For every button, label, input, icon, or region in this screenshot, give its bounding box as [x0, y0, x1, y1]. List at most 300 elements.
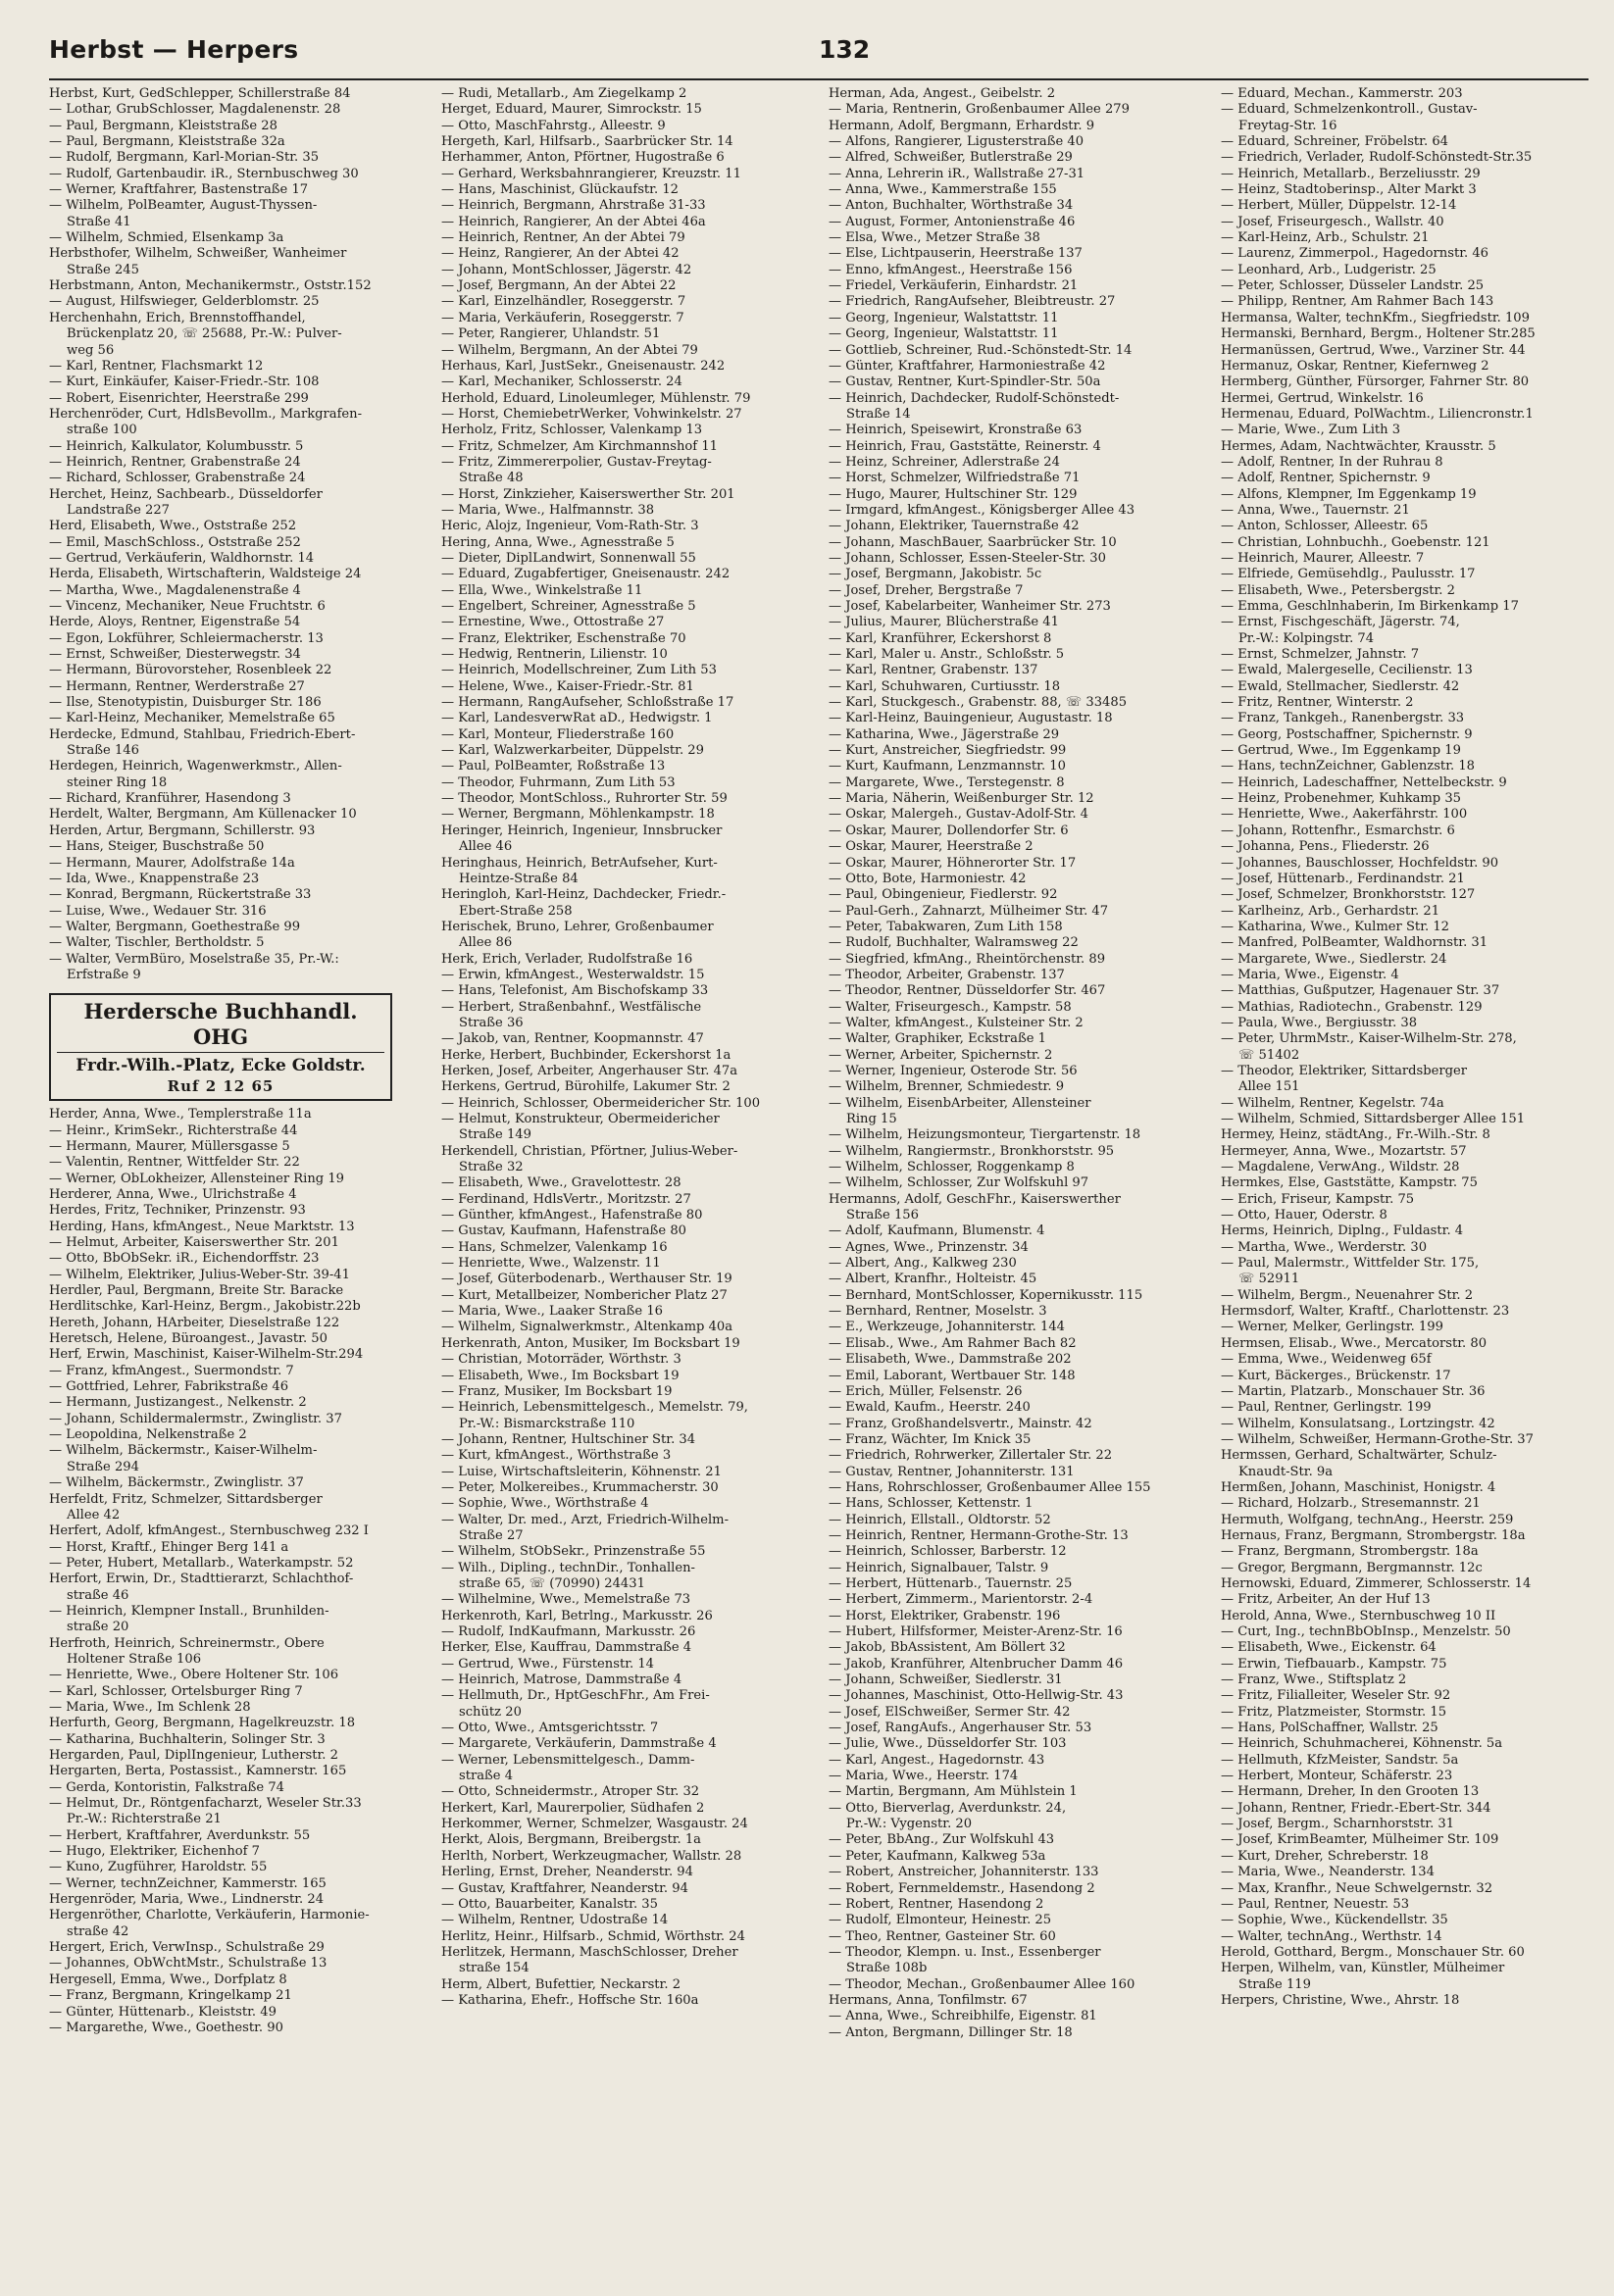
directory-entry: — Rudolf, Buchhalter, Walramsweg 22	[829, 935, 1079, 951]
directory-entry: — Wilhelm, Schlosser, Zur Wolfskuhl 97	[829, 1175, 1089, 1191]
directory-entry: — Friedrich, Verlader, Rudolf-Schönstedt-Str.35	[1221, 150, 1533, 166]
directory-entry: — Ilse, Stenotypistin, Duisburger Str. 186	[49, 695, 322, 711]
directory-entry: Hergesell, Emma, Wwe., Dorfplatz 8	[49, 1972, 287, 1987]
entry-continuation: Allee 42	[67, 1507, 121, 1522]
directory-entry: — Wilhelm, Schmied, Sittardsberger Allee 151	[1221, 1112, 1526, 1126]
directory-entry: — Vincenz, Mechaniker, Neue Fruchtstr. 6	[49, 599, 326, 614]
directory-entry: — Heinrich, Metallarb., Berzeliusstr. 29	[1221, 166, 1481, 181]
directory-entry: Herf, Erwin, Maschinist, Kaiser-Wilhelm-Str.294	[49, 1347, 364, 1363]
directory-entry: — Sophie, Wwe., Wörthstraße 4	[441, 1496, 649, 1512]
directory-entry: — Josef, Dreher, Bergstraße 7	[829, 582, 1024, 598]
entry-continuation: Straße 32	[459, 1160, 524, 1175]
directory-entry: — Otto, Wwe., Amtsgerichtsstr. 7	[441, 1721, 659, 1736]
entry-continuation: ☏ 51402	[1238, 1047, 1300, 1063]
directory-entry: — Otto, BbObSekr. iR., Eichendorffstr. 23	[49, 1251, 320, 1267]
page-header	[49, 35, 1589, 75]
header-rule	[49, 78, 1589, 80]
directory-entry: — Franz, Wächter, Im Knick 35	[829, 1431, 1032, 1447]
entry-continuation: steiner Ring 18	[67, 774, 168, 790]
directory-entry: — Adolf, Kaufmann, Blumenstr. 4	[829, 1223, 1045, 1239]
directory-entry: — Valentin, Rentner, Wittfelder Str. 22	[49, 1155, 300, 1171]
directory-entry: Hermanns, Adolf, GeschFhr., Kaiserswerther	[829, 1191, 1121, 1207]
directory-entry: Herk, Erich, Verlader, Rudolfstraße 16	[441, 951, 693, 967]
column-1-entries-bottom	[49, 1107, 417, 2036]
directory-entry: Hergarten, Berta, Postassist., Kamnerstr. 165	[49, 1764, 347, 1779]
directory-entry: — Paul, Obingenieur, Fiedlerstr. 92	[829, 887, 1058, 903]
directory-entry: — Eduard, Schreiner, Fröbelstr. 64	[1221, 134, 1448, 150]
directory-entry: Herdes, Fritz, Techniker, Prinzenstr. 93	[49, 1203, 306, 1219]
directory-entry: — Hugo, Maurer, Hultschiner Str. 129	[829, 486, 1078, 502]
directory-entry: — Maria, Rentnerin, Großenbaumer Allee 279	[829, 102, 1130, 118]
directory-entry: Hermanuz, Oskar, Rentner, Kiefernweg 2	[1221, 358, 1489, 374]
entry-continuation: Straße 149	[459, 1127, 531, 1143]
directory-entry: — Wilhelm, StObSekr., Prinzenstraße 55	[441, 1544, 706, 1560]
entry-continuation: Straße 108b	[846, 1961, 928, 1976]
directory-entry: — Gustav, Rentner, Johanniterstr. 131	[829, 1464, 1075, 1479]
directory-entry: — Heinrich, Bergmann, Ahrstraße 31-33	[441, 198, 706, 214]
directory-entry: Herker, Else, Kauffrau, Dammstraße 4	[441, 1640, 692, 1656]
directory-entry: — Emma, Wwe., Weidenweg 65f	[1221, 1352, 1432, 1368]
directory-entry: — Hedwig, Rentnerin, Lilienstr. 10	[441, 647, 668, 663]
directory-entry: — Wilhelm, Bäckermstr., Kaiser-Wilhelm-	[49, 1443, 318, 1459]
directory-entry: — Gottfried, Lehrer, Fabrikstraße 46	[49, 1379, 289, 1395]
directory-entry: Herfert, Adolf, kfmAngest., Sternbuschweg 232 I	[49, 1523, 369, 1539]
directory-entry: Heringloh, Karl-Heinz, Dachdecker, Friedr.-	[441, 887, 727, 903]
directory-entry: — Christian, Lohnbuchh., Goebenstr. 121	[1221, 534, 1490, 550]
directory-entry: — Anna, Wwe., Kammerstraße 155	[829, 182, 1057, 198]
directory-entry: — Heinrich, Rangierer, An der Abtei 46a	[441, 214, 706, 229]
directory-entry: — Herbert, Hüttenarb., Tauernstr. 25	[829, 1575, 1073, 1591]
directory-entry: — Luise, Wirtschaftsleiterin, Köhnenstr. 21	[441, 1464, 722, 1479]
page-number: 132	[819, 35, 871, 64]
directory-entry: — Hellmuth, KfzMeister, Sandstr. 5a	[1221, 1752, 1459, 1768]
directory-entry: — Martha, Wwe., Werderstr. 30	[1221, 1239, 1428, 1255]
directory-entry: Hermkes, Else, Gaststätte, Kampstr. 75	[1221, 1175, 1478, 1191]
directory-entry: — Manfred, PolBeamter, Waldhornstr. 31	[1221, 935, 1488, 951]
directory-entry: — Sophie, Wwe., Kückendellstr. 35	[1221, 1913, 1448, 1928]
directory-entry: — Ella, Wwe., Winkelstraße 11	[441, 582, 643, 598]
directory-entry: — Rudi, Metallarb., Am Ziegelkamp 2	[441, 86, 687, 101]
directory-entry: — Hermann, Bürovorsteher, Rosenbleek 22	[49, 663, 332, 678]
column-2	[441, 86, 809, 2009]
directory-entry: Hermsdorf, Walter, Kraftf., Charlottenstr. 23	[1221, 1304, 1510, 1320]
directory-entry: — Otto, Bote, Harmoniestr. 42	[829, 871, 1027, 886]
directory-entry: — Ewald, Stellmacher, Siedlerstr. 42	[1221, 678, 1460, 694]
directory-entry: — Theodor, Mechan., Großenbaumer Allee 160	[829, 1976, 1135, 1992]
directory-entry: Herbst, Kurt, GedSchlepper, Schillerstraße 84	[49, 86, 351, 101]
directory-entry: Herdler, Paul, Bergmann, Breite Str. Baracke	[49, 1283, 344, 1299]
directory-entry: — Heinrich, Ladeschaffner, Nettelbeckstr. 9	[1221, 774, 1507, 790]
directory-entry: — Elisab., Wwe., Am Rahmer Bach 82	[829, 1335, 1077, 1351]
directory-entry: — Ernestine, Wwe., Ottostraße 27	[441, 615, 665, 630]
directory-entry: Hermes, Adam, Nachtwächter, Krausstr. 5	[1221, 438, 1496, 454]
directory-entry: — Herbert, Zimmerm., Marientorstr. 2-4	[829, 1592, 1093, 1608]
entry-continuation: weg 56	[67, 342, 115, 358]
entry-continuation: Holtener Straße 106	[67, 1651, 202, 1667]
directory-entry: — Adolf, Rentner, Spichernstr. 9	[1221, 471, 1431, 486]
column-4	[1221, 86, 1589, 2009]
directory-entry: — Robert, Rentner, Hasendong 2	[829, 1896, 1044, 1912]
directory-entry: — Wilhelm, Rentner, Kegelstr. 74a	[1221, 1095, 1444, 1111]
directory-entry: — Wilhelm, Rangiermstr., Bronkhorststr. 95	[829, 1143, 1115, 1159]
directory-entry: — Josef, Kabelarbeiter, Wanheimer Str. 273	[829, 599, 1111, 614]
entry-continuation: Heintze-Straße 84	[459, 871, 579, 886]
directory-entry: — Johann, MontSchlosser, Jägerstr. 42	[441, 262, 692, 277]
directory-entry: — Hermann, Justizangest., Nelkenstr. 2	[49, 1395, 307, 1411]
directory-entry: — Emil, MaschSchloss., Oststraße 252	[49, 534, 301, 550]
directory-entry: — Elisabeth, Wwe., Dammstraße 202	[829, 1352, 1072, 1368]
directory-entry: — August, Former, Antonienstraße 46	[829, 214, 1076, 229]
directory-entry: — Marie, Wwe., Zum Lith 3	[1221, 423, 1401, 438]
directory-entry: — Friedrich, RangAufseher, Bleibtreustr. 27	[829, 294, 1116, 310]
directory-entry: — Robert, Eisenrichter, Heerstraße 299	[49, 390, 309, 406]
directory-entry: — Fritz, Filialleiter, Weseler Str. 92	[1221, 1688, 1451, 1704]
directory-entry: — Heinrich, Rentner, An der Abtei 79	[441, 230, 685, 246]
directory-entry: — Gertrud, Wwe., Fürstenstr. 14	[441, 1656, 655, 1672]
directory-entry: Hering, Anna, Wwe., Agnesstraße 5	[441, 534, 675, 550]
directory-entry: — Elisabeth, Wwe., Eickenstr. 64	[1221, 1640, 1437, 1656]
directory-entry: Hermey, Heinz, städtAng., Fr.-Wilh.-Str. 8	[1221, 1127, 1490, 1143]
directory-entry: — Paul, Malermstr., Wittfelder Str. 175,	[1221, 1256, 1480, 1272]
directory-entry: Herhammer, Anton, Pförtner, Hugostraße 6	[441, 150, 725, 166]
directory-entry: — Josef, Bergmann, An der Abtei 22	[441, 278, 677, 294]
ad-company-name: Herdersche Buchhandl. OHG	[83, 999, 358, 1050]
directory-entry: — Heinr., KrimSekr., Richterstraße 44	[49, 1123, 298, 1138]
directory-entry: Hermuth, Wolfgang, technAng., Heerstr. 259	[1221, 1512, 1514, 1527]
directory-entry: — Katharina, Ehefr., Hoffsche Str. 160a	[441, 1992, 699, 2008]
directory-entry: — Robert, Fernmeldemstr., Hasendong 2	[829, 1880, 1095, 1896]
directory-entry: Hermans, Anna, Tonfilmstr. 67	[829, 1992, 1028, 2008]
directory-entry: — Egon, Lokführer, Schleiermacherstr. 13	[49, 630, 324, 646]
directory-entry: — Josef, Güterbodenarb., Werthauser Str. 19	[441, 1272, 732, 1287]
directory-entry: — Hermann, RangAufseher, Schloßstraße 17	[441, 695, 734, 711]
directory-entry: — Gottlieb, Schreiner, Rud.-Schönstedt-Str. 14	[829, 342, 1133, 358]
entry-continuation: Straße 48	[459, 471, 524, 486]
directory-entry: — Hans, PolSchaffner, Wallstr. 25	[1221, 1721, 1438, 1736]
directory-entry: — Otto, Bauarbeiter, Kanalstr. 35	[441, 1896, 658, 1912]
directory-entry: — Bernhard, MontSchlosser, Kopernikusstr. 115	[829, 1287, 1143, 1303]
directory-entry: — Josef, KrimBeamter, Mülheimer Str. 109	[1221, 1832, 1499, 1848]
directory-entry: — Hans, Schmelzer, Valenkamp 16	[441, 1239, 668, 1255]
entry-continuation: Allee 46	[459, 839, 513, 855]
directory-entry: — Helmut, Dr., Röntgenfacharzt, Weseler Str.33	[49, 1796, 362, 1812]
entry-continuation: Straße 156	[846, 1208, 919, 1223]
directory-entry: — Henriette, Wwe., Walzenstr. 11	[441, 1256, 661, 1272]
directory-entry: — Walter, technAng., Werthstr. 14	[1221, 1928, 1442, 1944]
directory-entry: — Wilhelm, Rentner, Udostraße 14	[441, 1913, 669, 1928]
directory-entry: — Margarete, Wwe., Siedlerstr. 24	[1221, 951, 1447, 967]
directory-entry: — Werner, ObLokheizer, Allensteiner Ring 19	[49, 1171, 344, 1186]
directory-entry: — Hubert, Hilfsformer, Meister-Arenz-Str. 16	[829, 1624, 1123, 1639]
directory-entry: — Irmgard, kfmAngest., Königsberger Allee 43	[829, 502, 1135, 518]
directory-entry: — Maria, Näherin, Weißenburger Str. 12	[829, 791, 1094, 807]
directory-entry: Herkommer, Werner, Schmelzer, Wasgaustr. 24	[441, 1817, 748, 1832]
directory-entry: — Paul, Rentner, Gerlingstr. 199	[1221, 1400, 1432, 1416]
directory-entry: — Heinrich, Ellstall., Oldtorstr. 52	[829, 1512, 1051, 1527]
directory-entry: — Josef, Friseurgesch., Wallstr. 40	[1221, 214, 1444, 229]
directory-entry: — Werner, Arbeiter, Spichernstr. 2	[829, 1047, 1053, 1063]
entry-continuation: straße 46	[67, 1587, 129, 1603]
directory-entry: — Heinz, Schreiner, Adlerstraße 24	[829, 454, 1060, 470]
directory-entry: Hermberg, Günther, Fürsorger, Fahrner Str. 80	[1221, 374, 1530, 390]
directory-entry: Herlitz, Heinr., Hilfsarb., Schmid, Wörthstr. 24	[441, 1928, 745, 1944]
directory-entry: — Franz, Bergmann, Kringelkamp 21	[49, 1988, 292, 2004]
directory-entry: — Günter, Kraftfahrer, Harmoniestraße 42	[829, 358, 1106, 374]
directory-entry: — Karl, Rentner, Flachsmarkt 12	[49, 358, 264, 374]
directory-entry: — Helmut, Konstrukteur, Obermeidericher	[441, 1112, 720, 1126]
directory-entry: — Heinrich, Signalbauer, Talstr. 9	[829, 1560, 1049, 1575]
directory-entry: — Jakob, van, Rentner, Koopmannstr. 47	[441, 1031, 704, 1047]
directory-entry: — Hermann, Rentner, Werderstraße 27	[49, 678, 305, 694]
directory-entry: — Hermann, Maurer, Müllersgasse 5	[49, 1138, 290, 1154]
directory-entry: — Heinrich, Modellschreiner, Zum Lith 53	[441, 663, 717, 678]
directory-entry: — Gustav, Kaufmann, Hafenstraße 80	[441, 1223, 687, 1239]
column-3	[829, 86, 1196, 2041]
directory-entry: — Heinrich, Kalkulator, Kolumbusstr. 5	[49, 438, 304, 454]
directory-entry: Hernaus, Franz, Bergmann, Strombergstr. 18a	[1221, 1527, 1526, 1543]
directory-entry: — Hugo, Elektriker, Eichenhof 7	[49, 1844, 261, 1860]
directory-entry: — Alfred, Schweißer, Butlerstraße 29	[829, 150, 1073, 166]
entry-continuation: Brückenplatz 20, ☏ 25688, Pr.-W.: Pulver-	[67, 326, 342, 342]
directory-entry: — Kuno, Zugführer, Haroldstr. 55	[49, 1860, 268, 1875]
entry-continuation: Allee 86	[459, 935, 513, 951]
directory-entry: — Kurt, kfmAngest., Wörthstraße 3	[441, 1448, 672, 1464]
directory-entry: — Josef, Bergmann, Jakobistr. 5c	[829, 567, 1042, 582]
directory-entry: — Katharina, Wwe., Kulmer Str. 12	[1221, 919, 1449, 934]
directory-entry: Herding, Hans, kfmAngest., Neue Marktstr. 13	[49, 1219, 355, 1234]
directory-entry: Herdecke, Edmund, Stahlbau, Friedrich-Ebert-	[49, 726, 356, 742]
directory-entry: Hermenau, Eduard, PolWachtm., Liliencronstr.1	[1221, 406, 1534, 422]
directory-entry: — Leopoldina, Nelkenstraße 2	[49, 1427, 247, 1443]
directory-entry: — Franz, Großhandelsvertr., Mainstr. 42	[829, 1416, 1092, 1431]
directory-entry: — Margarete, Verkäuferin, Dammstraße 4	[441, 1736, 717, 1752]
directory-entry: — Theodor, MontSchloss., Ruhrorter Str. 59	[441, 791, 728, 807]
directory-entry: Herold, Gotthard, Bergm., Monschauer Str. 60	[1221, 1944, 1525, 1960]
directory-entry: — Fritz, Zimmererpolier, Gustav-Freytag-	[441, 454, 712, 470]
directory-entry: — Heinrich, Schuhmacherei, Köhnenstr. 5a	[1221, 1736, 1503, 1752]
directory-entry: Hermansa, Walter, technKfm., Siegfriedstr. 109	[1221, 310, 1530, 325]
directory-entry: — Lothar, GrubSchlosser, Magdalenenstr. 28	[49, 102, 341, 118]
directory-entry: — Agnes, Wwe., Prinzenstr. 34	[829, 1239, 1029, 1255]
directory-entry: — Eduard, Schmelzenkontroll., Gustav-	[1221, 102, 1478, 118]
directory-entry: — Ernst, Fischgeschäft, Jägerstr. 74,	[1221, 615, 1460, 630]
directory-entry: — Wilhelm, Schweißer, Hermann-Grothe-Str. 37	[1221, 1431, 1534, 1447]
directory-entry: Hermßen, Johann, Maschinist, Honigstr. 4	[1221, 1479, 1496, 1495]
directory-entry: — Heinrich, Rentner, Grabenstraße 24	[49, 454, 301, 470]
directory-entry: — Peter, Tabakwaren, Zum Lith 158	[829, 919, 1063, 934]
directory-entry: — Anna, Wwe., Schreibhilfe, Eigenstr. 81	[829, 2009, 1097, 2024]
directory-entry: — Werner, technZeichner, Kammerstr. 165	[49, 1875, 327, 1891]
directory-entry: — Herbert, Müller, Düppelstr. 12-14	[1221, 198, 1457, 214]
directory-entry: Hermanski, Bernhard, Bergm., Holtener Str.285	[1221, 326, 1536, 342]
entry-continuation: Pr.-W.: Richterstraße 21	[67, 1812, 222, 1827]
directory-entry: — Karl, Rentner, Grabenstr. 137	[829, 663, 1038, 678]
directory-entry: — Karl, Monteur, Fliederstraße 160	[441, 726, 675, 742]
directory-entry: — Alfons, Rangierer, Ligusterstraße 40	[829, 134, 1084, 150]
directory-entry: — Johann, Elektriker, Tauernstraße 42	[829, 519, 1080, 534]
column-1	[49, 86, 417, 2036]
directory-entry: — Gertrud, Wwe., Im Eggenkamp 19	[1221, 743, 1461, 759]
directory-entry: — Günther, kfmAngest., Hafenstraße 80	[441, 1208, 703, 1223]
directory-entry: — Erich, Friseur, Kampstr. 75	[1221, 1191, 1415, 1207]
directory-entry: Herfort, Erwin, Dr., Stadttierarzt, Schlachthof-	[49, 1572, 354, 1587]
directory-entry: — Josef, Hüttenarb., Ferdinandstr. 21	[1221, 871, 1465, 886]
directory-entry: — Walter, Graphiker, Eckstraße 1	[829, 1031, 1046, 1047]
directory-entry: — Peter, Hubert, Metallarb., Waterkampstr. 52	[49, 1555, 354, 1571]
directory-entry: — Hans, technZeichner, Gablenzstr. 18	[1221, 759, 1475, 774]
directory-entry: Hergenröder, Maria, Wwe., Lindnerstr. 24	[49, 1892, 325, 1908]
directory-entry: — Erwin, kfmAngest., Westerwaldstr. 15	[441, 967, 705, 982]
directory-entry: — Karl, LandesverwRat aD., Hedwigstr. 1	[441, 711, 713, 726]
directory-entry: — Heinrich, Matrose, Dammstraße 4	[441, 1672, 682, 1688]
directory-entry: Herfroth, Heinrich, Schreinermstr., Obere	[49, 1635, 325, 1651]
directory-entry: — Adolf, Rentner, In der Ruhrau 8	[1221, 454, 1443, 470]
entry-continuation: Straße 146	[67, 743, 139, 759]
directory-entry: — Paula, Wwe., Bergiusstr. 38	[1221, 1015, 1418, 1030]
directory-entry: — Oskar, Maurer, Dollendorfer Str. 6	[829, 823, 1069, 838]
directory-entry: — Theodor, Elektriker, Sittardsberger	[1221, 1063, 1468, 1078]
directory-entry: Herpers, Christine, Wwe., Ahrstr. 18	[1221, 1992, 1460, 2008]
directory-entry: — Gustav, Kraftfahrer, Neanderstr. 94	[441, 1880, 688, 1896]
directory-entry: — Maria, Verkäuferin, Roseggerstr. 7	[441, 310, 684, 325]
directory-entry: — Karl, Kranführer, Eckershorst 8	[829, 630, 1052, 646]
directory-entry: Herchenhahn, Erich, Brennstoffhandel,	[49, 310, 306, 325]
directory-entry: Hermsen, Elisab., Wwe., Mercatorstr. 80	[1221, 1335, 1488, 1351]
directory-entry: — Walter, Bergmann, Goethestraße 99	[49, 919, 301, 934]
directory-entry: Herkenroth, Karl, Betrlng., Markusstr. 26	[441, 1608, 713, 1623]
directory-entry: — Hermann, Maurer, Adolfstraße 14a	[49, 855, 295, 871]
directory-entry: — Maria, Wwe., Neanderstr. 134	[1221, 1865, 1435, 1880]
directory-entry: — Wilhelm, Bäckermstr., Zwinglistr. 37	[49, 1475, 304, 1491]
directory-entry: — Anna, Lehrerin iR., Wallstraße 27-31	[829, 166, 1085, 181]
directory-entry: — Walter, VermBüro, Moselstraße 35, Pr.-W.:	[49, 951, 339, 967]
directory-entry: — Friedrich, Rohrwerker, Zillertaler Str. 22	[829, 1448, 1113, 1464]
directory-entry: — Kurt, Dreher, Schreberstr. 18	[1221, 1848, 1429, 1864]
directory-entry: Heric, Alojz, Ingenieur, Vom-Rath-Str. 3	[441, 519, 699, 534]
directory-entry: — Karl, Schuhwaren, Curtiusstr. 18	[829, 678, 1061, 694]
directory-entry: Hergeth, Karl, Hilfsarb., Saarbrücker Str. 14	[441, 134, 733, 150]
directory-entry: Herbsthofer, Wilhelm, Schweißer, Wanheimer	[49, 246, 347, 262]
directory-entry: — Elisabeth, Wwe., Im Bocksbart 19	[441, 1368, 680, 1383]
directory-entry: — Gerhard, Werksbahnrangierer, Kreuzstr. 11	[441, 166, 741, 181]
directory-entry: — Christian, Motorräder, Wörthstr. 3	[441, 1352, 681, 1368]
directory-entry: — Paul-Gerh., Zahnarzt, Mülheimer Str. 47	[829, 903, 1109, 919]
directory-entry: Hermssen, Gerhard, Schaltwärter, Schulz-	[1221, 1448, 1497, 1464]
directory-entry: Herken, Josef, Arbeiter, Angerhauser Str. 47a	[441, 1063, 738, 1078]
directory-entry: — Emil, Laborant, Wertbauer Str. 148	[829, 1368, 1076, 1383]
directory-entry: — E., Werkzeuge, Johanniterstr. 144	[829, 1320, 1065, 1335]
directory-entry: Herkendell, Christian, Pförtner, Julius-Weber-	[441, 1143, 738, 1159]
directory-entry: — Heinrich, Schlosser, Barberstr. 12	[829, 1544, 1067, 1560]
directory-entry: Herdegen, Heinrich, Wagenwerkmstr., Allen-	[49, 759, 342, 774]
directory-entry: — Fritz, Arbeiter, An der Huf 13	[1221, 1592, 1431, 1608]
directory-entry: — Helene, Wwe., Kaiser-Friedr.-Str. 81	[441, 678, 694, 694]
directory-entry: Herholz, Fritz, Schlosser, Valenkamp 13	[441, 423, 703, 438]
ad-divider	[57, 1052, 384, 1053]
directory-entry: — Maria, Wwe., Heerstr. 174	[829, 1769, 1019, 1784]
directory-entry: — Oskar, Maurer, Höhnerorter Str. 17	[829, 855, 1077, 871]
directory-entry: — Johann, Rentner, Friedr.-Ebert-Str. 344	[1221, 1800, 1491, 1816]
entry-continuation: Erfstraße 9	[67, 967, 141, 982]
directory-entry: — Theo, Rentner, Gasteiner Str. 60	[829, 1928, 1056, 1944]
directory-entry: Hereth, Johann, HArbeiter, Dieselstraße 122	[49, 1315, 340, 1330]
directory-entry: — Ernst, Schweißer, Diesterwegstr. 34	[49, 647, 301, 663]
directory-entry: — Heinrich, Lebensmittelgesch., Memelstr. 79,	[441, 1400, 748, 1416]
directory-entry: Herder, Anna, Wwe., Templerstraße 11a	[49, 1107, 312, 1123]
directory-entry: — Luise, Wwe., Wedauer Str. 316	[49, 903, 267, 919]
directory-entry: — Karl, Einzelhändler, Roseggerstr. 7	[441, 294, 686, 310]
directory-entry: — Anton, Schlosser, Alleestr. 65	[1221, 519, 1429, 534]
directory-entry: — Paul, PolBeamter, Roßstraße 13	[441, 759, 666, 774]
directory-entry: — Robert, Anstreicher, Johanniterstr. 133	[829, 1865, 1099, 1880]
directory-entry: Herold, Anna, Wwe., Sternbuschweg 10 II	[1221, 1608, 1496, 1623]
directory-entry: — Mathias, Radiotechn., Grabenstr. 129	[1221, 999, 1483, 1015]
directory-entry: — Peter, UhrmMstr., Kaiser-Wilhelm-Str. 278,	[1221, 1031, 1517, 1047]
directory-entry: Herda, Elisabeth, Wirtschafterin, Waldsteige 24	[49, 567, 362, 582]
directory-entry: — Anton, Buchhalter, Wörthstraße 34	[829, 198, 1074, 214]
directory-entry: — Werner, Melker, Gerlingstr. 199	[1221, 1320, 1443, 1335]
entry-continuation: straße 42	[67, 1923, 129, 1939]
entry-continuation: Straße 245	[67, 262, 139, 277]
directory-entry: — Franz, Musiker, Im Bocksbart 19	[441, 1383, 673, 1399]
directory-entry: Herkert, Karl, Maurerpolier, Südhafen 2	[441, 1800, 705, 1816]
directory-entry: — Konrad, Bergmann, Rückertstraße 33	[49, 887, 312, 903]
directory-entry: — Heinrich, Maurer, Alleestr. 7	[1221, 550, 1425, 566]
directory-entry: — Julie, Wwe., Düsseldorfer Str. 103	[829, 1736, 1067, 1752]
directory-entry: — Philipp, Rentner, Am Rahmer Bach 143	[1221, 294, 1494, 310]
directory-entry: Herling, Ernst, Dreher, Neanderstr. 94	[441, 1865, 693, 1880]
directory-entry: — Herbert, Kraftfahrer, Averdunkstr. 55	[49, 1827, 311, 1843]
directory-entry: — Walter, kfmAngest., Kulsteiner Str. 2	[829, 1015, 1084, 1030]
directory-entry: — Maria, Wwe., Im Schlenk 28	[49, 1699, 251, 1715]
directory-entry: — Martha, Wwe., Magdalenenstraße 4	[49, 582, 301, 598]
directory-entry: — Margarethe, Wwe., Goethestr. 90	[49, 2020, 283, 2035]
directory-entry: — Hans, Telefonist, Am Bischofskamp 33	[441, 983, 709, 999]
directory-entry: — Laurenz, Zimmerpol., Hagedornstr. 46	[1221, 246, 1489, 262]
entry-continuation: Straße 294	[67, 1459, 139, 1474]
advertisement-box	[49, 993, 392, 1101]
entry-continuation: ☏ 52911	[1238, 1272, 1300, 1287]
directory-entry: — Wilhelm, Heizungsmonteur, Tiergartenstr. 18	[829, 1127, 1141, 1143]
directory-entry: — Josef, ElSchweißer, Sermer Str. 42	[829, 1704, 1071, 1720]
directory-entry: — Jakob, BbAssistent, Am Böllert 32	[829, 1640, 1066, 1656]
entry-continuation: Pr.-W.: Vygenstr. 20	[846, 1817, 973, 1832]
directory-entry: Herke, Herbert, Buchbinder, Eckershorst 1a	[441, 1047, 731, 1063]
directory-entry: — Elsa, Wwe., Metzer Straße 38	[829, 230, 1040, 246]
directory-entry: — Theodor, Fuhrmann, Zum Lith 53	[441, 774, 676, 790]
entry-continuation: Ebert-Straße 258	[459, 903, 573, 919]
directory-entry: Heringhaus, Heinrich, BetrAufseher, Kurt-	[441, 855, 718, 871]
directory-entry: — Karl, Schlosser, Ortelsburger Ring 7	[49, 1683, 303, 1699]
directory-entry: — Karl, Angest., Hagedornstr. 43	[829, 1752, 1045, 1768]
directory-entry: Herlth, Norbert, Werkzeugmacher, Wallstr. 28	[441, 1848, 742, 1864]
directory-entry: Herdlitschke, Karl-Heinz, Bergm., Jakobistr.22b	[49, 1299, 361, 1315]
directory-entry: — Ida, Wwe., Knappenstraße 23	[49, 871, 260, 886]
entry-continuation: straße 154	[459, 1961, 530, 1976]
directory-entry: — Theodor, Rentner, Düsseldorfer Str. 467	[829, 983, 1106, 999]
directory-entry: — Maria, Wwe., Eigenstr. 4	[1221, 967, 1399, 982]
directory-entry: — Heinrich, Speisewirt, Kronstraße 63	[829, 423, 1083, 438]
entry-continuation: Landstraße 227	[67, 502, 171, 518]
directory-entry: — Wilhelm, Brenner, Schmiedestr. 9	[829, 1079, 1065, 1095]
directory-entry: Herms, Heinrich, Diplng., Fuldastr. 4	[1221, 1223, 1464, 1239]
directory-entry: — Oskar, Maurer, Heerstraße 2	[829, 839, 1034, 855]
directory-entry: Hergarden, Paul, DiplIngenieur, Lutherstr. 2	[49, 1748, 338, 1763]
directory-entry: — Wilhelm, Elektriker, Julius-Weber-Str. 39-41	[49, 1267, 350, 1282]
directory-entry: — Richard, Holzarb., Stresemannstr. 21	[1221, 1496, 1481, 1512]
page-title: Herbst — Herpers	[49, 35, 299, 64]
directory-entry: — Peter, BbAng., Zur Wolfskuhl 43	[829, 1832, 1055, 1848]
